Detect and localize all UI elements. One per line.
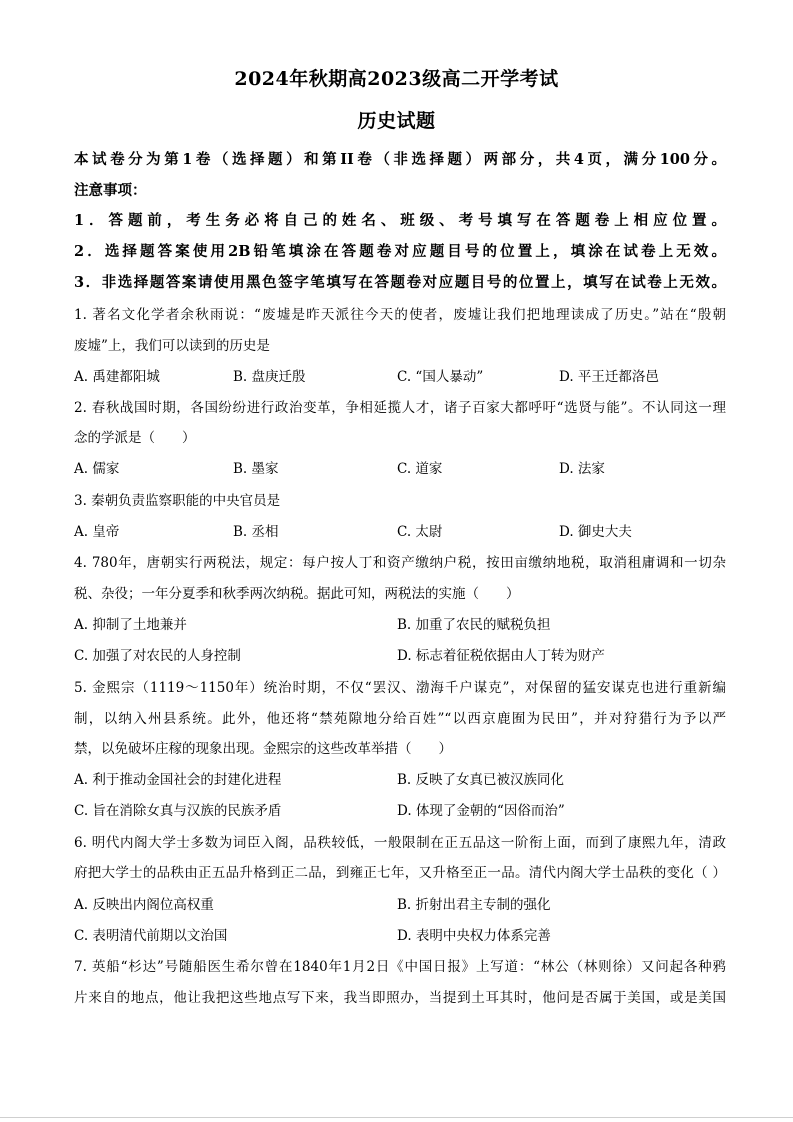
question-3-option-c: C. 太尉 [397, 524, 443, 540]
question-7-line-2: 片来自的地点，他让我把这些地点写下来，我当即照办，当提到土耳其时，他问是否属于美国，或是美国 [74, 990, 726, 1006]
question-3-line-1: 3. 秦朝负责监察职能的中央官员是 [74, 493, 281, 509]
subject-title: 历史试题 [357, 110, 436, 132]
question-2-line-2: 念的学派是（ ） [74, 430, 196, 446]
question-7-line-1: 7. 英船“杉达”号随船医生希尔曾在1840年1月2日《中国日报》上写道：“林公（林则徐）又问起各种鸦 [74, 959, 726, 975]
question-3-option-b: B. 丞相 [233, 524, 279, 540]
question-2-option-a: A. 儒家 [74, 461, 120, 477]
question-1-option-b: B. 盘庚迁殷 [233, 369, 306, 385]
notes-heading: 注意事项： [74, 182, 147, 199]
note-2: 2．选择题答案使用2B铅笔填涂在答题卷对应题目号的位置上，填涂在试卷上无效。 [74, 243, 726, 260]
question-5-option-d: D. 体现了金朝的“因俗而治” [397, 803, 565, 819]
note-1: 1．答题前，考生务必将自己的姓名、班级、考号填写在答题卷上相应位置。 [74, 212, 726, 229]
question-1-option-c: C. “国人暴动” [397, 369, 484, 385]
question-4-option-a: A. 抑制了土地兼并 [74, 617, 187, 633]
question-5-option-a: A. 利于推动金国社会的封建化进程 [74, 772, 282, 788]
question-5-option-c: C. 旨在消除女真与汉族的民族矛盾 [74, 803, 282, 819]
question-6-option-a: A. 反映出内阁位高权重 [74, 897, 214, 913]
exam-intro: 本试卷分为第1卷（选择题）和第II卷（非选择题）两部分，共4页，满分100分。 [74, 151, 726, 168]
question-4-option-b: B. 加重了农民的赋税负担 [397, 617, 551, 633]
question-5-line-3: 禁，以免破坏庄稼的现象出现。金熙宗的这些改革举措（ ） [74, 741, 452, 757]
question-6-option-c: C. 表明清代前期以文治国 [74, 928, 228, 944]
question-2-option-b: B. 墨家 [233, 461, 279, 477]
exam-title: 2024年秋期高2023级高二开学考试 [234, 68, 559, 90]
question-2-line-1: 2. 春秋战国时期，各国纷纷进行政治变革，争相延揽人才，诸子百家大都呼吁“选贤与能”。不认同这一理 [74, 400, 726, 416]
question-4-option-d: D. 标志着征税依据由人丁转为财产 [397, 648, 605, 664]
question-1-option-a: A. 禹建都阳城 [74, 369, 160, 385]
page-bottom-rule [0, 1117, 793, 1118]
question-4-line-2: 税、杂役；一年分夏季和秋季两次纳税。据此可知，两税法的实施（ ） [74, 586, 520, 602]
question-2-option-d: D. 法家 [559, 461, 605, 477]
question-4-line-1: 4. 780年，唐朝实行两税法，规定：每户按人丁和资产缴纳户税，按田亩缴纳地税，取消租庸调和一切杂 [74, 555, 726, 571]
question-3-option-a: A. 皇帝 [74, 524, 120, 540]
question-1-line-1: 1. 著名文化学者余秋雨说：“废墟是昨天派往今天的使者，废墟让我们把地理读成了历史。”站在“殷朝 [74, 307, 726, 323]
question-6-option-d: D. 表明中央权力体系完善 [397, 928, 551, 944]
question-4-option-c: C. 加强了对农民的人身控制 [74, 648, 241, 664]
question-5-line-1: 5. 金熙宗（1119～1150年）统治时期，不仅“罢汉、渤海千户谋克”，对保留的猛安谋克也进行重新编 [74, 680, 726, 696]
question-3-option-d: D. 御史大夫 [559, 524, 632, 540]
question-6-line-2: 府把大学士的品秩由正五品升格到正二品，到雍正七年，又升格至正一品。清代内阁大学士品秩的变化（ ） [74, 865, 726, 881]
question-6-option-b: B. 折射出君主专制的强化 [397, 897, 551, 913]
question-5-option-b: B. 反映了女真已被汉族同化 [397, 772, 565, 788]
question-1-option-d: D. 平王迁都洛邑 [559, 369, 659, 385]
question-5-line-2: 制，以纳入州县系统。此外，他还将“禁苑隙地分给百姓”“以西京鹿囿为民田”，并对狩猎行为予以严 [74, 711, 726, 727]
question-2-option-c: C. 道家 [397, 461, 443, 477]
question-1-line-2: 废墟”上，我们可以读到的历史是 [74, 338, 270, 354]
question-6-line-1: 6. 明代内阁大学士多数为词臣入阁，品秩较低，一般限制在正五品这一阶衔上面，而到了康熙九年，清政 [74, 835, 726, 851]
note-3: 3．非选择题答案请使用黑色签字笔填写在答题卷对应题目号的位置上，填写在试卷上无效。 [74, 274, 726, 291]
